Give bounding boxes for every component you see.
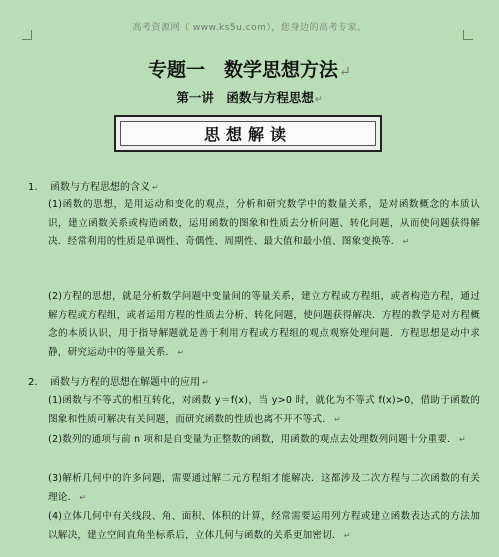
page-title [0, 55, 499, 82]
paragraph-text: (2)数列的通项与前 n 项和是自变量为正整数的函数，用函数的观点去处理数列问题十分重要． [48, 434, 457, 445]
paragraph-text: (2)方程的思想，就是分析数学问题中变量间的等量关系，建立方程或方程组，或者构造方程，通过解方程或方程组，或者运用方程的性质去分析、转化问题，使问题获得解决．方程的教学是对方程概念的本质认识，用于指导解题就是善于利用方程或方程组的观点观察处理问题．方程思想是动中求静，研究运动中的等量关系． [48, 291, 480, 358]
page-corner-mark-right [463, 30, 473, 40]
page-subtitle [0, 88, 499, 106]
section-banner-inner [120, 121, 376, 146]
title-text: 专题一 数学思想方法 [148, 59, 339, 81]
paragraph-mark-icon: ↵ [458, 435, 466, 444]
paragraph-mark-icon: ↵ [314, 94, 323, 105]
header-note: 高考资源网（ www.ks5u.com），您身边的高考专家。 [132, 23, 367, 33]
section-banner [114, 115, 382, 152]
paragraph-text: (4)立体几何中有关线段、角、面积、体积的计算，经常需要运用列方程或建立函数表达式的方法加以解决，建立空间直角坐标系后，立体几何与函数的关系更加密切． [48, 511, 480, 541]
section-heading-1 [28, 178, 159, 193]
paragraph-mark-icon: ↵ [334, 414, 341, 424]
paragraph-text: (3)解析几何中的许多问题，需要通过解二元方程组才能解决．这都涉及二次方程与二次函数的有关理论． [48, 473, 480, 503]
paragraph-mark-icon: ↵ [339, 64, 351, 80]
paragraph-mark-icon: ↵ [177, 347, 185, 357]
page-corner-mark-left [22, 30, 32, 40]
paragraph-text: (1)函数与不等式的相互转化，对函数 y＝f(x)，当 y>0 时，就化为不等式 f(x)>0，借助于函数的图象和性质可解决有关问题，而研究函数的性质也离不开不等式． [48, 395, 480, 425]
paragraph-2-1 [48, 392, 480, 429]
section-heading-text: 函数与方程的思想在解题中的应用 [50, 377, 200, 388]
paragraph-2-3 [48, 470, 480, 507]
section-heading-2 [28, 373, 209, 388]
section-number: 2. [28, 377, 38, 388]
paragraph-2-4 [48, 508, 480, 545]
section-number: 1. [28, 182, 38, 193]
subtitle-text: 第一讲 函数与方程思想 [176, 90, 314, 105]
paragraph-text: (1)函数的思想，是用运动和变化的观点，分析和研究数学中的数量关系，是对函数概念的本质认识，建立函数关系或构造函数，运用函数的图象和性质去分析问题、转化问题，从而使问题获得解决．经常利用的性质是单调性、奇偶性、周期性、最大值和最小值、图象变换等． [48, 199, 480, 248]
section-banner-title: 思想解读 [203, 125, 292, 144]
paragraph-1-2 [48, 288, 480, 362]
section-heading-text: 函数与方程思想的含义 [50, 182, 150, 193]
paragraph-mark-icon: ↵ [343, 530, 351, 540]
paragraph-mark-icon: ↵ [79, 492, 87, 502]
paragraph-mark-icon: ↵ [152, 183, 159, 192]
paragraph-1-1 [48, 196, 480, 252]
paragraph-2-2 [48, 431, 480, 450]
paragraph-mark-icon: ↵ [202, 378, 209, 387]
paragraph-mark-icon: ↵ [402, 237, 410, 247]
